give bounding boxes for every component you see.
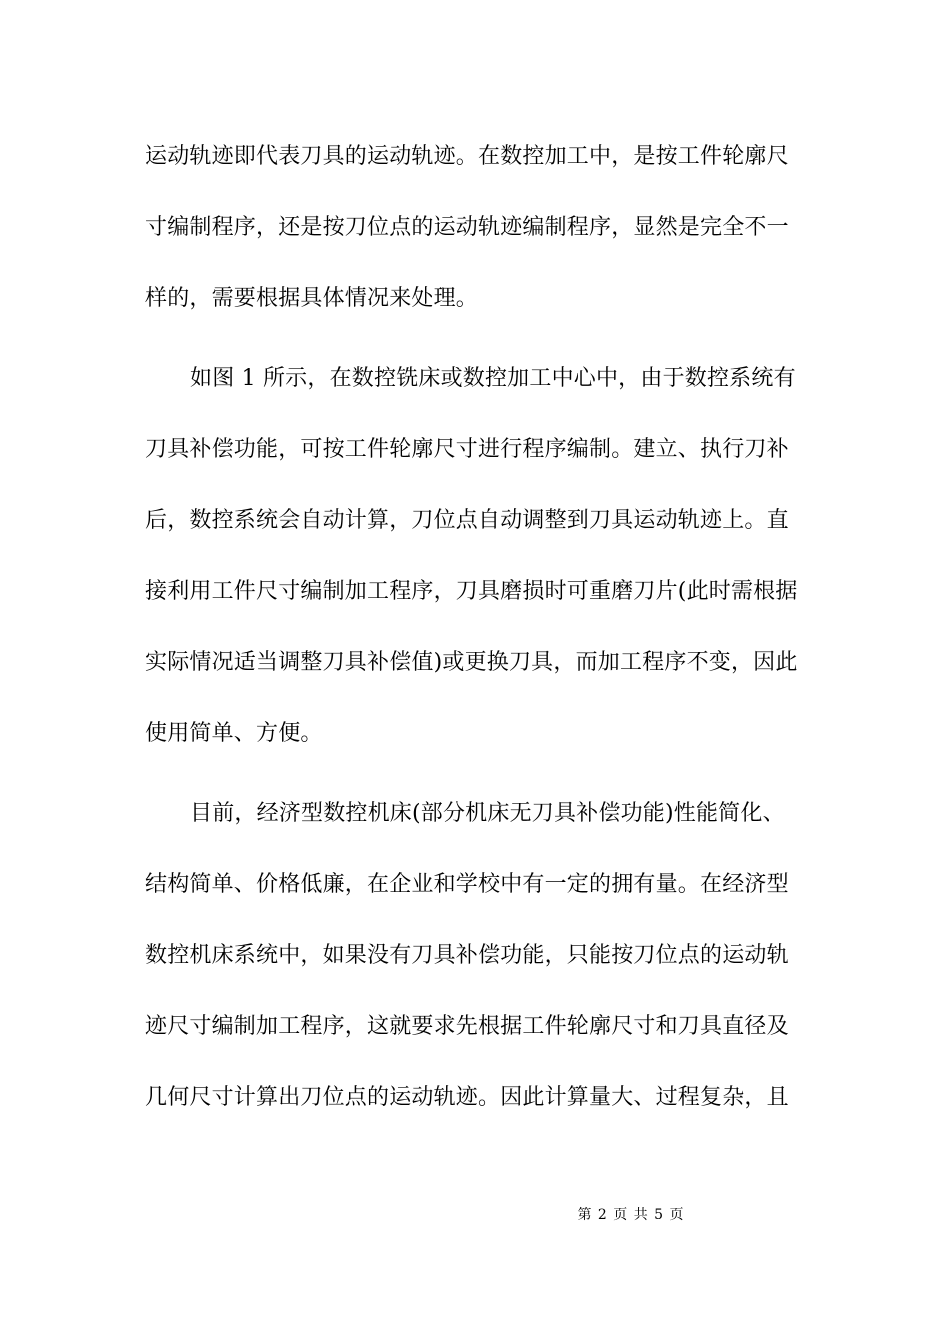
paragraph-first-line: 目前，经济型数控机床(部分机床无刀具补偿功能)性能简化、	[190, 801, 785, 826]
text-line: 接利用工件尺寸编制加工程序，刀具磨损时可重磨刀片(此时需根据	[145, 579, 798, 604]
text-line: 寸编制程序，还是按刀位点的运动轨迹编制程序，显然是完全不一	[145, 215, 789, 240]
text-line: 运动轨迹即代表刀具的运动轨迹。在数控加工中，是按工件轮廓尺	[145, 144, 789, 169]
text-line: 使用简单、方便。	[145, 721, 323, 746]
text-line: 实际情况适当调整刀具补偿值)或更换刀具，而加工程序不变，因此	[145, 650, 798, 675]
text-line: 几何尺寸计算出刀位点的运动轨迹。因此计算量大、过程复杂，且	[145, 1085, 789, 1110]
text-line: 数控机床系统中，如果没有刀具补偿功能，只能按刀位点的运动轨	[145, 943, 789, 968]
text-line: 结构简单、价格低廉，在企业和学校中有一定的拥有量。在经济型	[145, 872, 789, 897]
text-line: 刀具补偿功能，可按工件轮廓尺寸进行程序编制。建立、执行刀补	[145, 437, 789, 462]
page-number-footer: 第 2 页 共 5 页	[577, 1207, 685, 1223]
paragraph-first-line: 如图 1 所示，在数控铣床或数控加工中心中，由于数控系统有	[190, 366, 796, 391]
text-line: 样的，需要根据具体情况来处理。	[145, 286, 479, 311]
text-line: 后，数控系统会自动计算，刀位点自动调整到刀具运动轨迹上。直	[145, 508, 789, 533]
text-line: 迹尺寸编制加工程序，这就要求先根据工件轮廓尺寸和刀具直径及	[145, 1014, 789, 1039]
